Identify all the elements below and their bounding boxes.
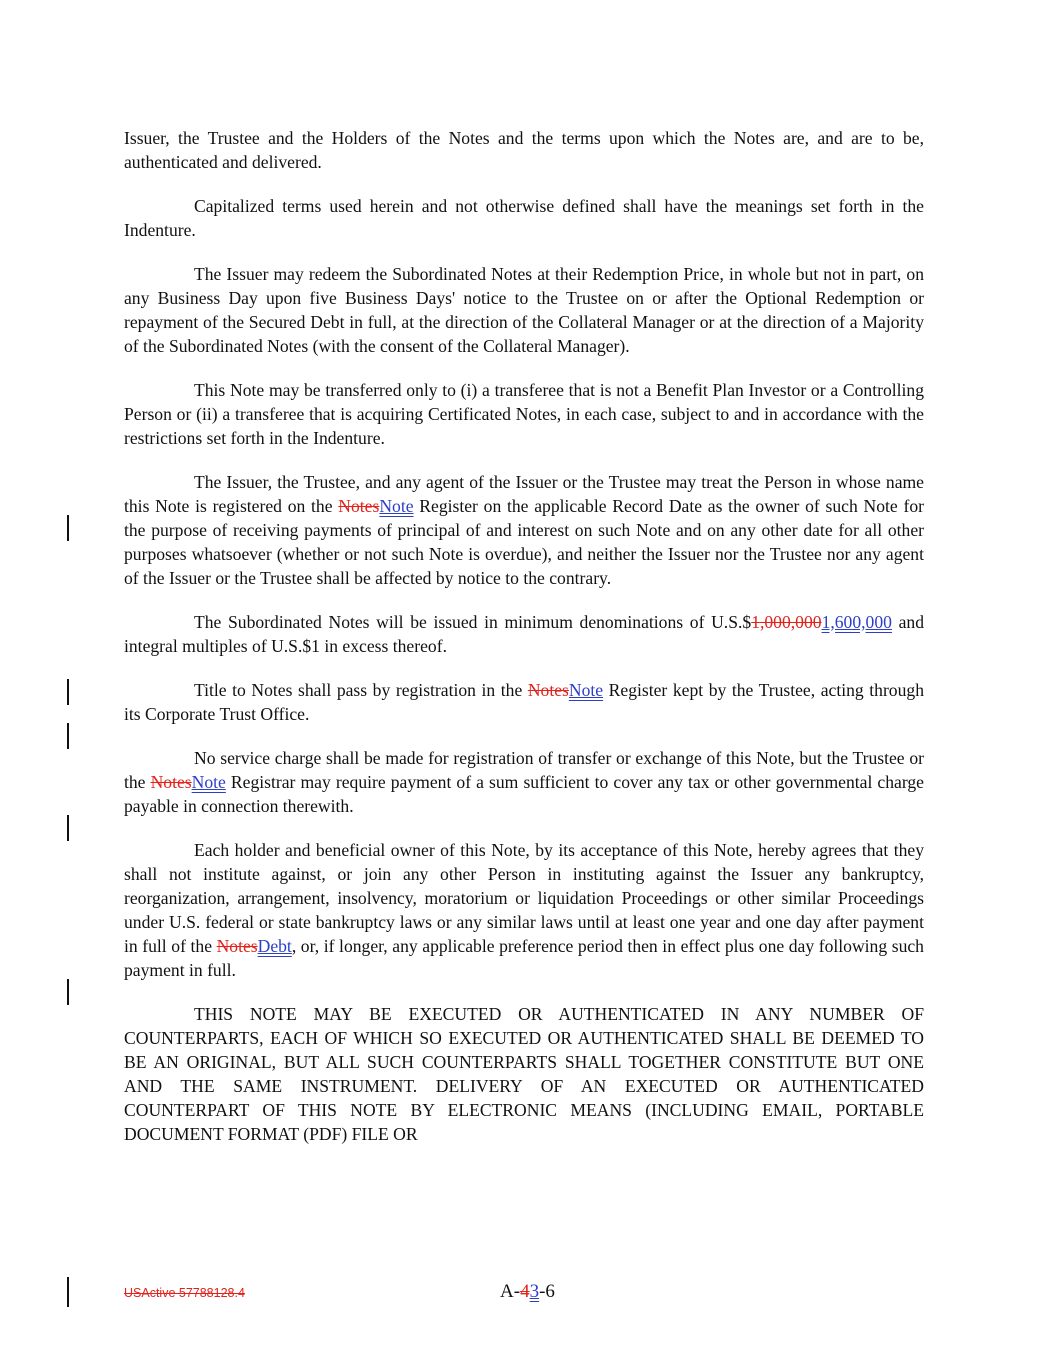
inserted-text: Note: [379, 496, 414, 516]
paragraph-service-charge: [124, 746, 924, 818]
text-run: Register kept by the Trustee, acting through its Corporate Trust Office.: [124, 680, 924, 724]
document-body: [124, 126, 924, 1146]
paragraph-denominations: [124, 610, 924, 658]
paragraph-continuation: Issuer, the Trustee and the Holders of the Notes and the terms upon which the Notes are, and are to be, authenticated and delivered.: [124, 128, 924, 172]
change-bar: [67, 515, 69, 541]
deleted-page-digit: 4: [520, 1281, 530, 1302]
page-number-suffix: -6: [539, 1281, 555, 1302]
inserted-text: Note: [191, 772, 226, 792]
deleted-text: Notes: [338, 496, 380, 516]
text-run: The Subordinated Notes will be issued in minimum denominations of U.S.$: [194, 612, 752, 632]
change-bar: [67, 723, 69, 749]
deleted-text: Notes: [216, 936, 258, 956]
page-number-prefix: A-: [500, 1281, 521, 1302]
text-run: Registrar may require payment of a sum sufficient to cover any tax or other governmental charge payable in connection therewith.: [124, 772, 924, 816]
text-run: No service charge shall be made for registration of transfer or exchange of this Note, but the Trustee or the: [124, 748, 924, 792]
deleted-text: Notes: [527, 680, 569, 700]
paragraph-title-registration: [124, 678, 924, 726]
paragraph-transfer-restrictions: This Note may be transferred only to (i) a transferee that is not a Benefit Plan Investor or a Controlling Person or (ii) a transferee that is acquiring Certificated Notes, in each case, subject to and in accordance with the restrictions set forth in the Indenture.: [124, 380, 924, 448]
paragraph-non-petition: [124, 838, 924, 982]
paragraph-counterparts: THIS NOTE MAY BE EXECUTED OR AUTHENTICATED IN ANY NUMBER OF COUNTERPARTS, EACH OF WHICH SO EXECUTED OR AUTHENTICATED SHALL BE DEEMED TO BE AN ORIGINAL, BUT ALL SUCH COUNTERPARTS SHALL TOGETHER CONSTITUTE BUT ONE AND THE SAME INSTRUMENT. DELIVERY OF AN EXECUTED OR AUTHENTICATED COUNTERPART OF THIS NOTE BY ELECTRONIC MEANS (INCLUDING EMAIL, PORTABLE DOCUMENT FORMAT (PDF) FILE OR: [124, 1004, 924, 1144]
text-run: and integral multiples of U.S.$1 in excess thereof.: [124, 612, 924, 656]
text-run: Register on the applicable Record Date as the owner of such Note for the purpose of receiving payments of principal of and interest on such Note and on any other date for all other purposes whatsoever (whether or not such Note is overdue), and neither the Issuer nor the Trustee nor any agent of the Issuer or the Trustee shall be affected by notice to the contrary.: [124, 496, 924, 588]
paragraph-redemption: The Issuer may redeem the Subordinated Notes at their Redemption Price, in whole but not in part, on any Business Day upon five Business Days' notice to the Trustee on or after the Optional Redemption or repayment of the Secured Debt in full, at the direction of the Collateral Manager or at the direction of a Majority of the Subordinated Notes (with the consent of the Collateral Manager).: [124, 264, 924, 356]
text-run: Each holder and beneficial owner of this Note, by its acceptance of this Note, hereby agrees that they shall not institute against, or join any other Person in instituting against the Issuer any bankruptcy, reorganization, arrangement, insolvency, moratorium or liquidation Proceedings or other similar Proceedings under U.S. federal or state bankruptcy laws or any similar laws until at least one year and one day after payment in full of the: [124, 840, 924, 956]
text-run: The Issuer, the Trustee, and any agent of the Issuer or the Trustee may treat the Person in whose name this Note is registered on the: [124, 472, 924, 516]
change-bar: [67, 679, 69, 705]
document-id: USActive 57788128.4: [124, 1286, 245, 1300]
inserted-text: 1,600,000: [821, 612, 892, 632]
inserted-page-digit: 3: [529, 1281, 540, 1302]
inserted-text: Note: [568, 680, 604, 700]
paragraph-capitalized-terms: Capitalized terms used herein and not otherwise defined shall have the meanings set forth in the Indenture.: [124, 196, 924, 240]
text-run: , or, if longer, any applicable preference period then in effect plus one day following such payment in full.: [124, 936, 924, 980]
paragraph-record-holder: [124, 470, 924, 590]
inserted-text: Debt: [257, 936, 292, 956]
text-run: Title to Notes shall pass by registration in the: [194, 680, 528, 700]
change-bar: [67, 815, 69, 841]
change-bar: [67, 979, 69, 1005]
deleted-text: 1,000,000: [751, 612, 822, 632]
page-number: [0, 1281, 1055, 1303]
deleted-text: Notes: [150, 772, 192, 792]
